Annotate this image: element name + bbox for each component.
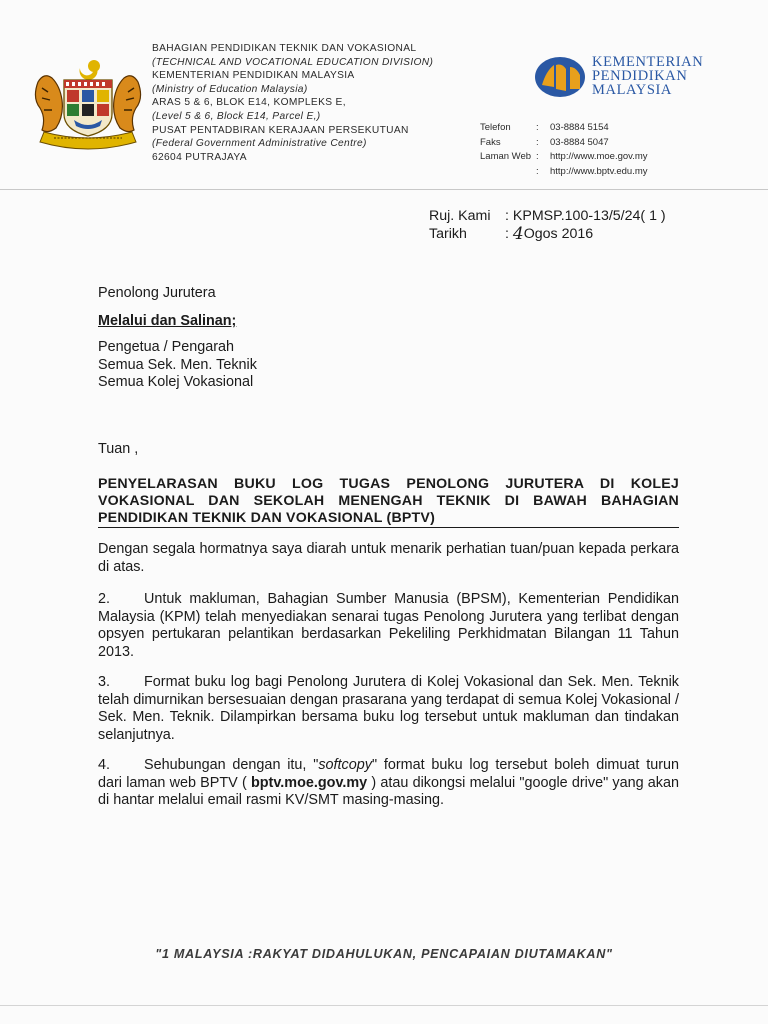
- reference-separator: :: [505, 208, 513, 224]
- salutation: Tuan ,: [98, 441, 139, 457]
- bptv-website-link[interactable]: bptv.moe.gov.my: [250, 774, 368, 791]
- paragraph-text: Untuk makluman, Bahagian Sumber Manusia (BPSM), Kementerian Pendidikan Malaysia (KPM) telah menyediakan senarai tugas Penolong Jurutera yang terlibat dengan opsyen pertukaran pelantikan berdasarkan Pekeliling Perkhidmatan Bilangan 11 Tahun 2013.: [98, 591, 679, 660]
- paragraph-text: Format buku log bagi Penolong Jurutera di Kolej Vokasional dan Sek. Men. Teknik telah dimurnikan bersesuaian dengan prasarana yang terdapat di semua Kolej Vokasional / Sek. Men. Teknik. Dilampirkan bersama buku log tersebut untuk makluman dan tindakan selanjutnya.: [98, 674, 679, 743]
- paragraph-text: ) atau dikongsi melalui "google drive" yang akan di hantar melalui email rasmi KV/SMT masing-masing.: [98, 774, 679, 809]
- malaysia-coat-of-arms-icon: [30, 54, 146, 152]
- contact-value: 03-8884 5047: [550, 136, 609, 148]
- footer-divider: [0, 1005, 768, 1006]
- department-address: [152, 42, 492, 164]
- department-address-line: (TECHNICAL AND VOCATIONAL EDUCATION DIVISION): [152, 56, 434, 68]
- department-address-line: KEMENTERIAN PENDIDIKAN MALAYSIA: [152, 70, 355, 82]
- contact-value: http://www.bptv.edu.my: [550, 165, 648, 177]
- contact-separator: :: [536, 165, 539, 177]
- paragraph-4: [98, 757, 679, 810]
- date-handwritten-day: 4: [512, 224, 524, 244]
- reference-label: Ruj. Kami: [429, 208, 491, 224]
- recipient-list-item: Pengetua / Pengarah: [98, 339, 235, 355]
- department-address-line: (Ministry of Education Malaysia): [152, 83, 308, 95]
- department-address-line: (Federal Government Administrative Centre): [152, 138, 367, 150]
- contact-separator: :: [536, 151, 539, 163]
- department-address-line: 62604 PUTRAJAYA: [152, 151, 247, 163]
- department-address-line: BAHAGIAN PENDIDIKAN TEKNIK DAN VOKASIONAL: [152, 43, 417, 54]
- reference-row: [429, 207, 666, 225]
- motto-footer: "1 MALAYSIA :RAKYAT DIDAHULUKAN, PENCAPAIAN DIUTAMAKAN": [155, 947, 613, 961]
- kpm-logo-text: [592, 55, 703, 97]
- recipient-list-item: Semua Kolej Vokasional: [98, 374, 254, 391]
- paragraph-2: [98, 591, 679, 661]
- paragraph-number: 3.: [98, 674, 111, 690]
- contact-separator: :: [536, 122, 539, 133]
- contact-value: 03-8884 5154: [550, 122, 609, 133]
- paragraph-number: 2.: [98, 591, 111, 607]
- contact-row-web-2: [480, 165, 648, 180]
- recipient-list-item: Semua Sek. Men. Teknik: [98, 356, 257, 373]
- department-address-line: PUSAT PENTADBIRAN KERAJAAN PERSEKUTUAN: [152, 124, 409, 136]
- contact-block: [480, 121, 648, 179]
- subject-underline: [98, 527, 679, 528]
- date-value: Ogos 2016: [523, 226, 594, 242]
- contact-label: Telefon: [480, 122, 511, 133]
- reference-value: KPMSP.100-13/5/24( 1 ): [512, 208, 666, 224]
- kpm-logo-line: MALAYSIA: [592, 82, 672, 98]
- paragraph-text: Sehubungan dengan itu, ": [144, 757, 319, 773]
- contact-label: Laman Web: [480, 151, 532, 163]
- contact-row-fax: [480, 136, 648, 151]
- kpm-logo-line: KEMENTERIAN: [592, 54, 704, 70]
- contact-separator: :: [536, 136, 539, 148]
- paragraph-3: [98, 674, 679, 744]
- via-heading: Melalui dan Salinan;: [98, 313, 237, 329]
- contact-row-web: [480, 150, 648, 165]
- subject-heading: PENYELARASAN BUKU LOG TUGAS PENOLONG JURUTERA DI KOLEJ VOKASIONAL DAN SEKOLAH MENENGAH TEKNIK DI BAWAH BAHAGIAN PENDIDIKAN TEKNIK DAN VOKASIONAL (BPTV): [98, 476, 679, 526]
- reference-block: [429, 207, 666, 243]
- date-row: [429, 225, 666, 243]
- kpm-logo-icon: [534, 55, 590, 99]
- contact-value: http://www.moe.gov.my: [550, 151, 648, 163]
- paragraph-text: " format buku log tersebut boleh dimuat turun dari laman web BPTV (: [98, 757, 679, 791]
- contact-row-phone: [480, 121, 648, 136]
- header-divider: [0, 189, 768, 190]
- recipient-list: [98, 339, 679, 392]
- contact-label: [480, 165, 536, 180]
- softcopy-term: softcopy: [318, 757, 372, 773]
- department-address-line: (Level 5 & 6, Block E14, Parcel E,): [152, 110, 321, 122]
- department-address-line: ARAS 5 & 6, BLOK E14, KOMPLEKS E,: [152, 97, 346, 109]
- recipient-line: Penolong Jurutera: [98, 285, 216, 301]
- date-label: Tarikh: [429, 226, 467, 242]
- contact-label: Faks: [480, 136, 501, 148]
- date-separator: :: [505, 226, 513, 242]
- paragraph-1: Dengan segala hormatnya saya diarah untuk menarik perhatian tuan/puan kepada perkara di atas.: [98, 541, 679, 575]
- kpm-logo-line: PENDIDIKAN: [592, 68, 688, 84]
- paragraph-number: 4.: [98, 757, 111, 773]
